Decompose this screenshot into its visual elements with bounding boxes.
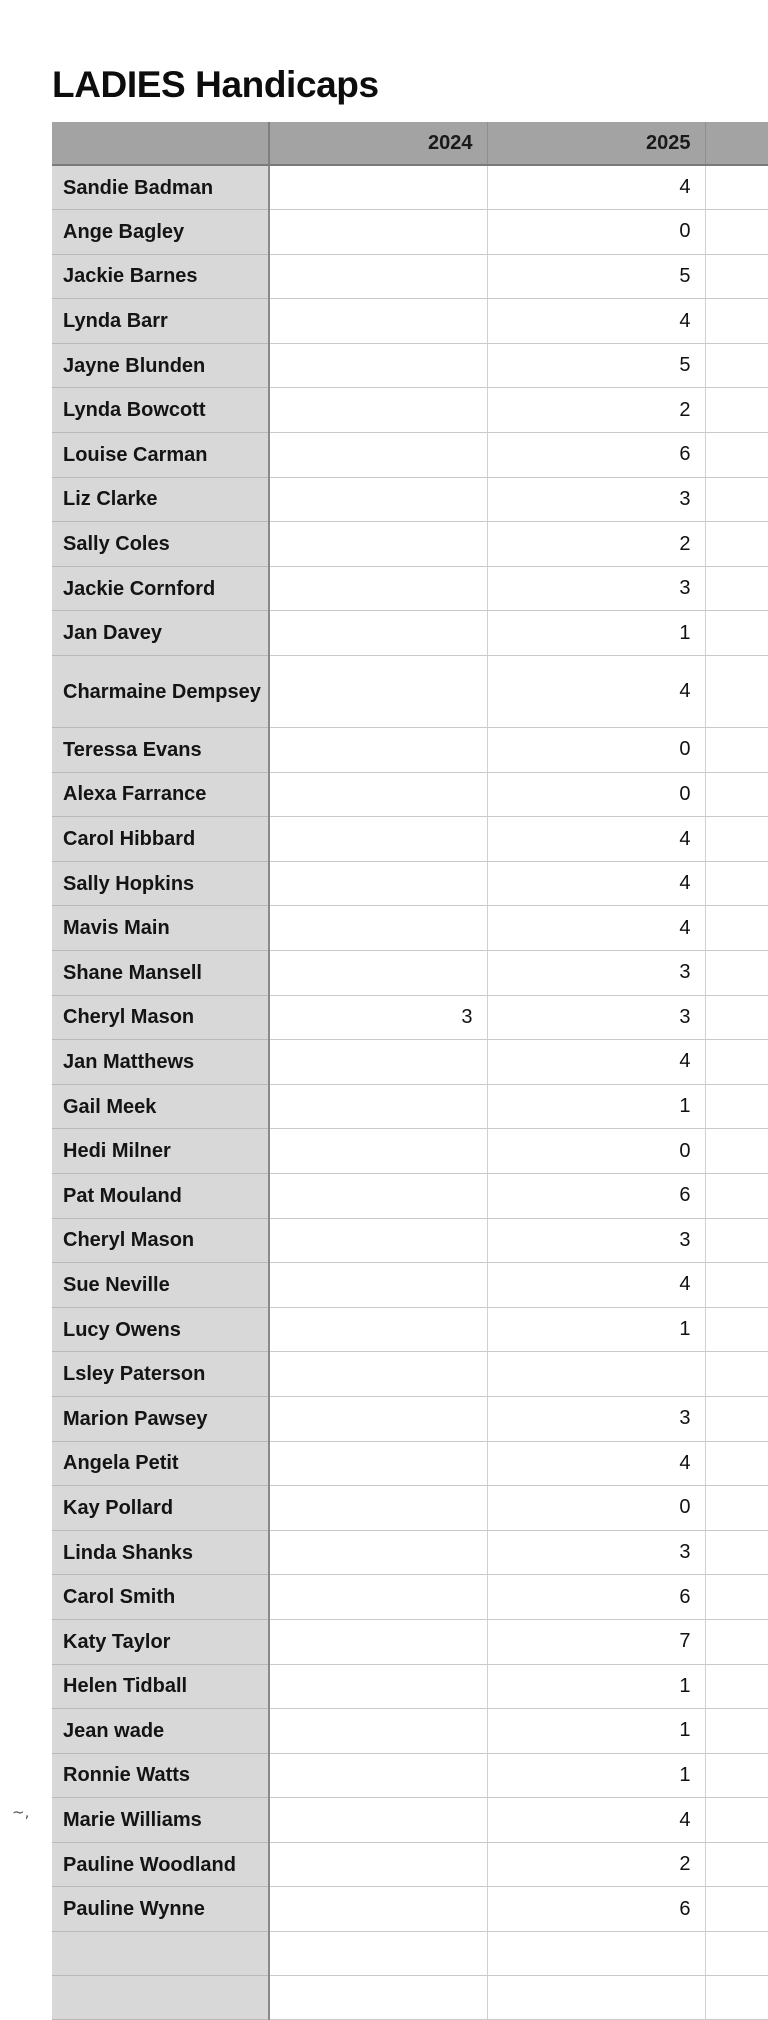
player-name-cell: Gail Meek	[52, 1084, 269, 1129]
handicap-2025-cell: 0	[487, 1486, 705, 1531]
handicap-2025-cell: 3	[487, 995, 705, 1040]
table-row	[52, 1084, 768, 1129]
extra-cell	[705, 1976, 768, 2020]
extra-cell	[705, 1441, 768, 1486]
extra-cell	[705, 1887, 768, 1932]
extra-cell	[705, 566, 768, 611]
extra-cell	[705, 1709, 768, 1754]
table-row	[52, 1040, 768, 1085]
extra-cell	[705, 254, 768, 299]
player-name-cell: Sue Neville	[52, 1263, 269, 1308]
table-row	[52, 566, 768, 611]
handicap-2025-cell: 6	[487, 1575, 705, 1620]
handicap-2024-cell	[269, 611, 487, 656]
handicap-2025-cell: 3	[487, 566, 705, 611]
extra-cell	[705, 1486, 768, 1531]
extra-cell	[705, 772, 768, 817]
extra-cell	[705, 522, 768, 567]
extra-cell	[705, 1753, 768, 1798]
handicap-2024-cell	[269, 254, 487, 299]
table-row	[52, 951, 768, 996]
table-row	[52, 1530, 768, 1575]
handicap-2024-cell	[269, 1263, 487, 1308]
player-name-cell: Charmaine Dempsey	[52, 656, 269, 728]
handicap-2024-cell	[269, 1575, 487, 1620]
table-row	[52, 1129, 768, 1174]
handicap-2024-cell	[269, 1709, 487, 1754]
extra-cell	[705, 1619, 768, 1664]
extra-cell	[705, 388, 768, 433]
handicap-2024-cell	[269, 522, 487, 567]
handicap-2024-cell	[269, 1396, 487, 1441]
player-name-cell: Cheryl Mason	[52, 995, 269, 1040]
extra-cell	[705, 1173, 768, 1218]
player-name-cell: Carol Smith	[52, 1575, 269, 1620]
table-row	[52, 1486, 768, 1531]
handicap-sheet	[52, 122, 768, 2020]
handicap-2025-cell: 5	[487, 254, 705, 299]
player-name-cell: Angela Petit	[52, 1441, 269, 1486]
extra-cell	[705, 433, 768, 478]
handicap-2025-cell: 1	[487, 611, 705, 656]
handicap-2024-cell	[269, 299, 487, 344]
player-name-cell	[52, 1976, 269, 2020]
handicap-2024-cell	[269, 1753, 487, 1798]
player-name-cell: Lsley Paterson	[52, 1352, 269, 1397]
table-row	[52, 728, 768, 773]
player-name-cell: Teressa Evans	[52, 728, 269, 773]
handicap-2024-cell	[269, 817, 487, 862]
handicap-2025-cell: 4	[487, 1798, 705, 1843]
table-row	[52, 772, 768, 817]
table-row	[52, 299, 768, 344]
extra-cell	[705, 343, 768, 388]
player-name-cell: Jackie Cornford	[52, 566, 269, 611]
player-name-cell: Jackie Barnes	[52, 254, 269, 299]
player-name-cell: Louise Carman	[52, 433, 269, 478]
column-header-extra	[705, 122, 768, 165]
handicap-2024-cell	[269, 1798, 487, 1843]
extra-cell	[705, 299, 768, 344]
extra-cell	[705, 1530, 768, 1575]
table-row	[52, 1798, 768, 1843]
handicap-2024-cell	[269, 165, 487, 210]
table-row	[52, 210, 768, 255]
extra-cell	[705, 861, 768, 906]
extra-cell	[705, 906, 768, 951]
handicap-2025-cell: 6	[487, 1887, 705, 1932]
handicap-2024-cell	[269, 656, 487, 728]
table-row	[52, 165, 768, 210]
player-name-cell: Mavis Main	[52, 906, 269, 951]
handicap-2025-cell: 3	[487, 951, 705, 996]
table-row	[52, 522, 768, 567]
handicap-2025-cell: 4	[487, 906, 705, 951]
handicap-2024-cell	[269, 1664, 487, 1709]
player-name-cell: Katy Taylor	[52, 1619, 269, 1664]
handicap-2025-cell: 2	[487, 522, 705, 567]
table-row	[52, 1842, 768, 1887]
handicap-2024-cell	[269, 1352, 487, 1397]
player-name-cell: Jan Davey	[52, 611, 269, 656]
table-body	[52, 165, 768, 2020]
player-name-cell: Ronnie Watts	[52, 1753, 269, 1798]
handicap-2024-cell: 3	[269, 995, 487, 1040]
extra-cell	[705, 165, 768, 210]
player-name-cell: Linda Shanks	[52, 1530, 269, 1575]
handicap-2024-cell	[269, 951, 487, 996]
table-row	[52, 861, 768, 906]
handicap-2024-cell	[269, 1441, 487, 1486]
handicap-2024-cell	[269, 1040, 487, 1085]
player-name-cell	[52, 1932, 269, 1976]
player-name-cell: Lucy Owens	[52, 1307, 269, 1352]
player-name-cell: Jan Matthews	[52, 1040, 269, 1085]
handicap-2025-cell	[487, 1976, 705, 2020]
table-row	[52, 656, 768, 728]
handicap-2025-cell: 0	[487, 728, 705, 773]
handicap-2025-cell: 4	[487, 817, 705, 862]
player-name-cell: Alexa Farrance	[52, 772, 269, 817]
handicap-2024-cell	[269, 1976, 487, 2020]
table-row	[52, 1887, 768, 1932]
handicap-2024-cell	[269, 388, 487, 433]
handicap-table	[52, 122, 768, 2020]
player-name-cell: Pauline Woodland	[52, 1842, 269, 1887]
player-name-cell: Carol Hibbard	[52, 817, 269, 862]
player-name-cell: Helen Tidball	[52, 1664, 269, 1709]
handicap-2024-cell	[269, 477, 487, 522]
table-row	[52, 1664, 768, 1709]
handicap-2025-cell: 4	[487, 1040, 705, 1085]
handicap-2024-cell	[269, 1129, 487, 1174]
extra-cell	[705, 477, 768, 522]
handicap-2025-cell: 4	[487, 165, 705, 210]
handicap-2025-cell: 4	[487, 656, 705, 728]
handicap-2025-cell: 0	[487, 1129, 705, 1174]
handicap-2025-cell: 7	[487, 1619, 705, 1664]
table-header	[52, 122, 768, 165]
table-row	[52, 1709, 768, 1754]
handicap-2025-cell: 2	[487, 388, 705, 433]
header-row	[52, 122, 768, 165]
handicap-2024-cell	[269, 1218, 487, 1263]
extra-cell	[705, 1040, 768, 1085]
extra-cell	[705, 951, 768, 996]
handicap-2024-cell	[269, 1887, 487, 1932]
extra-cell	[705, 1396, 768, 1441]
handicap-2024-cell	[269, 566, 487, 611]
table-row	[52, 1619, 768, 1664]
handicap-2024-cell	[269, 728, 487, 773]
column-header-2024: 2024	[269, 122, 487, 165]
extra-cell	[705, 210, 768, 255]
handicap-2024-cell	[269, 1842, 487, 1887]
extra-cell	[705, 1307, 768, 1352]
handicap-2025-cell	[487, 1932, 705, 1976]
player-name-cell: Sally Hopkins	[52, 861, 269, 906]
player-name-cell: Marion Pawsey	[52, 1396, 269, 1441]
table-row	[52, 1575, 768, 1620]
player-name-cell: Ange Bagley	[52, 210, 269, 255]
player-name-cell: Lynda Bowcott	[52, 388, 269, 433]
handicap-2025-cell: 0	[487, 772, 705, 817]
table-row	[52, 477, 768, 522]
handicap-2024-cell	[269, 772, 487, 817]
table-row	[52, 1976, 768, 2020]
extra-cell	[705, 817, 768, 862]
handicap-2024-cell	[269, 1486, 487, 1531]
table-row	[52, 995, 768, 1040]
column-header-2025: 2025	[487, 122, 705, 165]
player-name-cell: Kay Pollard	[52, 1486, 269, 1531]
extra-cell	[705, 728, 768, 773]
player-name-cell: Cheryl Mason	[52, 1218, 269, 1263]
table-row	[52, 1173, 768, 1218]
table-row	[52, 1396, 768, 1441]
handicap-2025-cell: 3	[487, 477, 705, 522]
handicap-2024-cell	[269, 1084, 487, 1129]
page-title: LADIES Handicaps	[52, 64, 379, 105]
table-row	[52, 1932, 768, 1976]
extra-cell	[705, 1218, 768, 1263]
handicap-2025-cell: 4	[487, 1441, 705, 1486]
player-name-cell: Hedi Milner	[52, 1129, 269, 1174]
player-name-cell: Lynda Barr	[52, 299, 269, 344]
table-row	[52, 1441, 768, 1486]
player-name-cell: Sandie Badman	[52, 165, 269, 210]
player-name-cell: Jayne Blunden	[52, 343, 269, 388]
handicap-2025-cell: 3	[487, 1530, 705, 1575]
handicap-2025-cell: 4	[487, 1263, 705, 1308]
table-row	[52, 343, 768, 388]
handicap-2025-cell: 4	[487, 861, 705, 906]
handicap-2025-cell: 3	[487, 1218, 705, 1263]
handicap-2025-cell: 1	[487, 1084, 705, 1129]
column-header-name	[52, 122, 269, 165]
handicap-2025-cell: 1	[487, 1709, 705, 1754]
extra-cell	[705, 1129, 768, 1174]
table-row	[52, 611, 768, 656]
table-row	[52, 817, 768, 862]
extra-cell	[705, 656, 768, 728]
player-name-cell: Liz Clarke	[52, 477, 269, 522]
handicap-2025-cell: 2	[487, 1842, 705, 1887]
extra-cell	[705, 1575, 768, 1620]
table-row	[52, 1263, 768, 1308]
table-row	[52, 1307, 768, 1352]
table-row	[52, 906, 768, 951]
table-row	[52, 1218, 768, 1263]
extra-cell	[705, 1352, 768, 1397]
handicap-2024-cell	[269, 1307, 487, 1352]
handicap-2024-cell	[269, 1619, 487, 1664]
handicap-2024-cell	[269, 1173, 487, 1218]
handicap-2024-cell	[269, 1530, 487, 1575]
table-row	[52, 433, 768, 478]
handicap-2024-cell	[269, 906, 487, 951]
handicap-2024-cell	[269, 433, 487, 478]
player-name-cell: Marie Williams	[52, 1798, 269, 1843]
handicap-2024-cell	[269, 861, 487, 906]
extra-cell	[705, 1084, 768, 1129]
handicap-2025-cell: 0	[487, 210, 705, 255]
handicap-2025-cell: 1	[487, 1307, 705, 1352]
handicap-2024-cell	[269, 210, 487, 255]
handicap-2025-cell: 3	[487, 1396, 705, 1441]
extra-cell	[705, 1842, 768, 1887]
handicap-2024-cell	[269, 1932, 487, 1976]
handicap-2024-cell	[269, 343, 487, 388]
player-name-cell: Pauline Wynne	[52, 1887, 269, 1932]
handicap-2025-cell: 6	[487, 1173, 705, 1218]
player-name-cell: Shane Mansell	[52, 951, 269, 996]
handicap-2025-cell: 1	[487, 1753, 705, 1798]
extra-cell	[705, 1798, 768, 1843]
handicap-2025-cell	[487, 1352, 705, 1397]
player-name-cell: Sally Coles	[52, 522, 269, 567]
scan-mark: ~,	[12, 1803, 30, 1821]
table-row	[52, 388, 768, 433]
handicap-2025-cell: 1	[487, 1664, 705, 1709]
handicap-2025-cell: 6	[487, 433, 705, 478]
table-row	[52, 254, 768, 299]
handicap-2025-cell: 4	[487, 299, 705, 344]
extra-cell	[705, 1932, 768, 1976]
handicap-2025-cell: 5	[487, 343, 705, 388]
extra-cell	[705, 611, 768, 656]
table-row	[52, 1352, 768, 1397]
table-row	[52, 1753, 768, 1798]
extra-cell	[705, 995, 768, 1040]
extra-cell	[705, 1664, 768, 1709]
player-name-cell: Pat Mouland	[52, 1173, 269, 1218]
extra-cell	[705, 1263, 768, 1308]
player-name-cell: Jean wade	[52, 1709, 269, 1754]
